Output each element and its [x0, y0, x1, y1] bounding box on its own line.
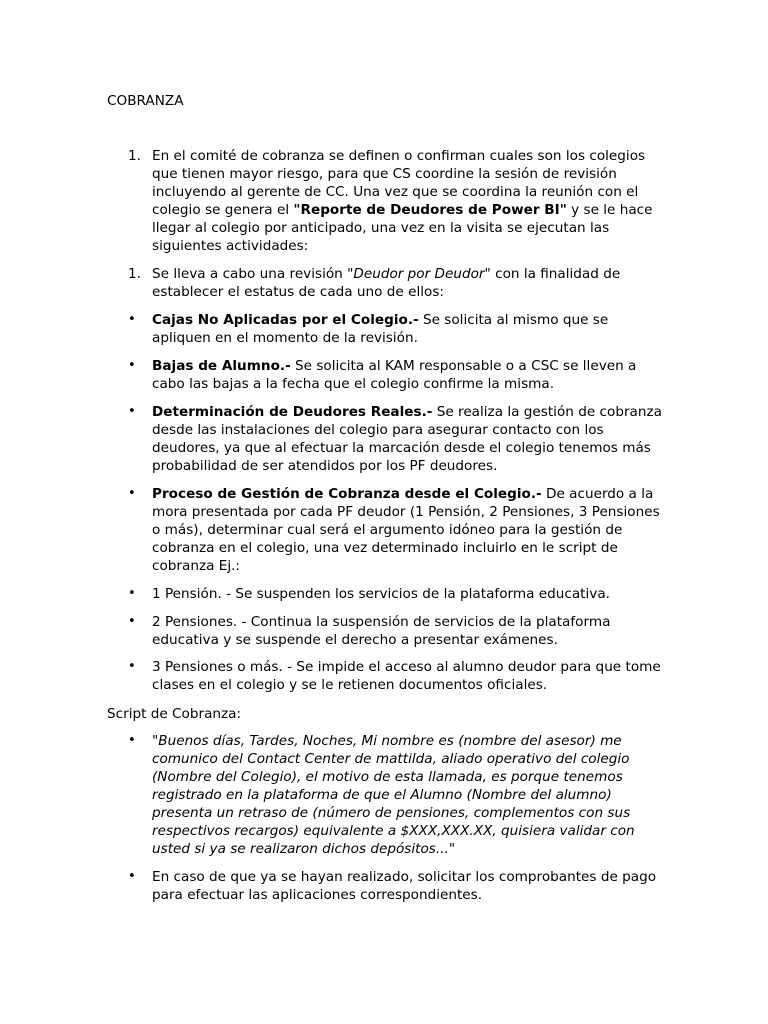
bullet-icon: • [128, 733, 136, 748]
bullet-icon: • [128, 614, 136, 629]
list-item-script [152, 732, 667, 858]
review-text: Se lleva a cabo una revisión " [152, 266, 354, 282]
report-name: "Reporte de Deudores de Power BI" [293, 202, 567, 218]
list-item-2-pensiones: 2 Pensiones. - Continua la suspensión de servicios de la plataforma educativa y se suspende el derecho a presentar exámenes. [152, 614, 611, 648]
item-title: Determinación de Deudores Reales.- [152, 404, 433, 420]
list-item-deudores-reales [152, 403, 667, 475]
review-text-end: " con la finalidad de establecer el estatus de cada uno de ellos: [152, 266, 621, 300]
bullet-icon: • [128, 869, 136, 884]
list-item-1-pension: 1 Pensión. - Se suspenden los servicios de la plataforma educativa. [152, 586, 610, 602]
list-number: 1. [128, 148, 141, 164]
committee-text-end: y se le hace llegar al colegio por anticipado, una vez en la visita se ejecutan las siguientes actividades: [152, 202, 653, 254]
list-item-proceso-gestion [152, 485, 667, 575]
bullet-icon: • [128, 659, 136, 674]
item-text: De acuerdo a la mora presentada por cada PF deudor (1 Pensión, 2 Pensiones, 3 Pensiones o más), determinar cual será el argumento idóneo para la gestión de cobranza en el colegio, una vez determinado incluirlo en le script de cobranza Ej.: [152, 486, 660, 574]
list-item-3-pensiones: 3 Pensiones o más. - Se impide el acceso al alumno deudor para que tome clases en el colegio y se le retienen documentos oficiales. [152, 659, 661, 693]
list-item-final-note: En caso de que ya se hayan realizado, solicitar los comprobantes de pago para efectuar las aplicaciones correspondientes. [152, 869, 657, 903]
quote-close: " [448, 841, 456, 857]
item-text: Se solicita al KAM responsable o a CSC se lleven a cabo las bajas a la fecha que el colegio confirme la misma. [152, 358, 637, 392]
item-text: Se solicita al mismo que se apliquen en el momento de la revisión. [152, 312, 609, 346]
script-text: Buenos días, Tardes, Noches, Mi nombre es (nombre del asesor) me comunico del Contact Center de mattilda, aliado operativo del colegio (Nombre del Colegio), el motivo de esta llamada, es porque tenemos registrado en la plataforma de que el Alumno (Nombre del alumno) presenta un retraso de (número de pensiones, complementos con sus respectivos recargos) equivalente a $XXX,XXX.XX, quisiera validar con usted si ya se realizaron dichos depósitos... [152, 733, 635, 857]
item-text: Se realiza la gestión de cobranza desde las instalaciones del colegio para asegurar contacto con los deudores, ya que al efectuar la marcación desde el colegio tenemos más probabilidad de ser atendidos por los PF deudores. [152, 404, 662, 474]
bullet-icon: • [128, 486, 136, 501]
list-number: 1. [128, 266, 141, 282]
item-title: Bajas de Alumno.- [152, 358, 291, 374]
committee-text: En el comité de cobranza se definen o confirman cuales son los colegios que tienen mayor riesgo, para que CS coordine la sesión de revisión incluyendo al gerente de CC. Una vez que se coordina la reunión con el colegio se genera el [152, 148, 646, 218]
numbered-item-review [152, 265, 667, 301]
document-title: COBRANZA [107, 93, 184, 109]
script-label: Script de Cobranza: [107, 706, 242, 722]
bullet-icon: • [128, 404, 136, 419]
bullet-icon: • [128, 586, 136, 601]
list-item-cajas [152, 311, 667, 347]
bullet-icon: • [128, 312, 136, 327]
numbered-item-committee [152, 147, 667, 255]
item-title: Proceso de Gestión de Cobranza desde el Colegio.- [152, 486, 542, 502]
list-item-bajas [152, 357, 667, 393]
item-title: Cajas No Aplicadas por el Colegio.- [152, 312, 419, 328]
review-italic: Deudor por Deudor [353, 266, 485, 282]
quote-open: " [152, 733, 159, 749]
bullet-icon: • [128, 358, 136, 373]
